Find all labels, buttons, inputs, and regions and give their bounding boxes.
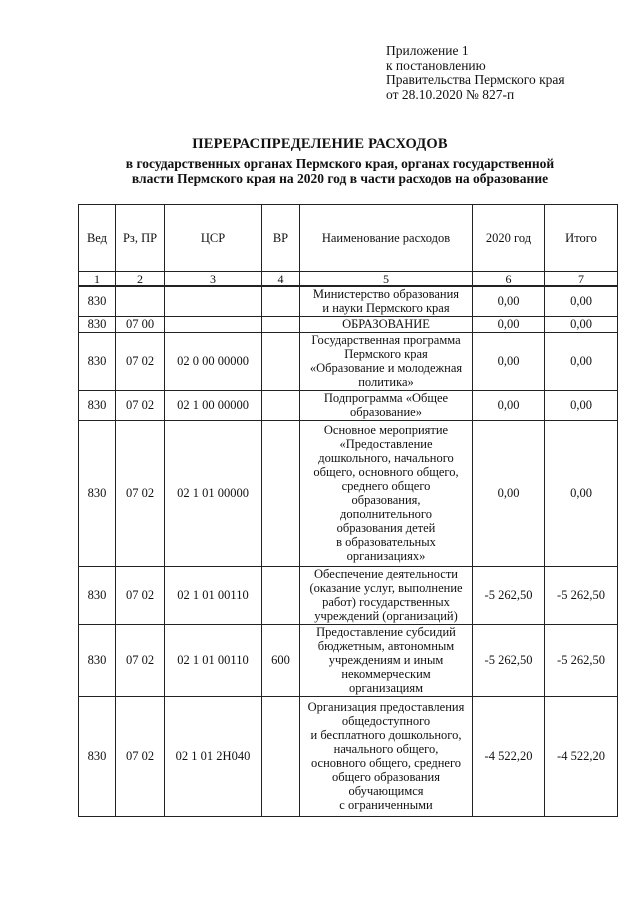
cell-total: 0,00 [545,316,618,332]
name-line: Государственная программа [311,333,461,347]
name-line: и науки Пермского края [322,301,450,316]
cell-name [300,332,473,390]
cell-csr: 02 1 01 2Н040 [165,696,262,816]
cell-2020: -4 522,20 [473,696,545,816]
name-line: «Образование и молодежная [309,361,463,375]
appendix-line-1: Приложение 1 [386,43,469,58]
cell-rzpr: 07 02 [116,420,165,566]
cell-2020: 0,00 [473,390,545,420]
header-2020: 2020 год [473,205,545,272]
cell-2020: 0,00 [473,286,545,316]
cell-ved: 830 [79,316,116,332]
table-body [79,286,618,816]
name-line: начального общего, [333,742,439,756]
header-csr: ЦСР [165,205,262,272]
name-line: образования, [351,493,421,507]
appendix-line-2: к постановлению [386,57,486,73]
name-line: общего образования [332,770,440,784]
column-number: 3 [165,272,262,287]
cell-rzpr: 07 02 [116,696,165,816]
cell-csr [165,286,262,316]
name-line: и бесплатного дошкольного, [310,728,462,742]
cell-ved: 830 [79,332,116,390]
header-ved: Вед [79,205,116,272]
cell-ved: 830 [79,390,116,420]
cell-ved: 830 [79,420,116,566]
cell-total: -5 262,50 [545,566,618,624]
cell-name [300,286,473,316]
cell-2020: 0,00 [473,332,545,390]
cell-vr [262,566,300,624]
header-vr: ВР [262,205,300,272]
name-line: (оказание услуг, выполнение [309,581,463,595]
cell-2020: -5 262,50 [473,566,545,624]
name-line: ОБРАЗОВАНИЕ [342,317,430,331]
name-line: «Предоставление [339,437,433,451]
cell-vr [262,390,300,420]
name-line: Основное мероприятие [323,423,449,437]
cell-rzpr: 07 02 [116,566,165,624]
cell-rzpr: 07 00 [116,316,165,332]
cell-vr [262,286,300,316]
cell-vr [262,696,300,816]
name-line: политика» [358,375,414,389]
cell-name [300,390,473,420]
subtitle-line-1: в государственных органах Пермского края, органах государственной [125,156,555,171]
table-row [79,286,618,316]
name-line: учреждений (организаций) [314,609,458,623]
cell-2020: 0,00 [473,420,545,566]
name-line: Пермского края [344,347,428,361]
cell-vr [262,332,300,390]
name-line: обучающимся [348,784,424,798]
name-line: Министерство образования [312,287,460,302]
cell-name [300,624,473,696]
cell-csr [165,316,262,332]
appendix-line-3: Правительства Пермского края [386,72,565,87]
cell-total: -4 522,20 [545,696,618,816]
table-row [79,332,618,390]
header-total: Итого [545,205,618,272]
cell-2020: -5 262,50 [473,624,545,696]
name-line: некоммерческим [341,667,431,681]
table-row [79,696,618,816]
cell-name [300,420,473,566]
subtitle-line-2: власти Пермского края на 2020 год в части расходов на образование [131,171,549,186]
name-line: общего, основного общего, [313,465,459,479]
column-number: 4 [262,272,300,287]
name-line: основного общего, среднего [310,756,462,770]
table-row [79,420,618,566]
cell-total: 0,00 [545,390,618,420]
appendix-block [386,44,565,102]
cell-csr: 02 1 00 00000 [165,390,262,420]
cell-name [300,316,473,332]
name-line: Подпрограмма «Общее [323,391,449,405]
table-row [79,624,618,696]
cell-total: 0,00 [545,332,618,390]
column-number: 6 [473,272,545,287]
cell-rzpr: 07 02 [116,332,165,390]
cell-ved: 830 [79,286,116,316]
name-line: дополнительного [340,507,432,521]
name-line: Обеспечение деятельности [313,567,458,581]
table-row [79,566,618,624]
cell-vr [262,420,300,566]
cell-csr: 02 1 01 00000 [165,420,262,566]
name-line: дошкольного, начального [318,451,454,465]
cell-vr [262,316,300,332]
name-line: в образовательных [336,535,436,549]
header-row [79,205,618,272]
name-line: работ) государственных [322,595,450,609]
header-name: Наименование расходов [300,205,473,272]
cell-csr: 02 0 00 00000 [165,332,262,390]
name-line: образования детей [336,521,436,535]
cell-name [300,696,473,816]
column-number: 2 [116,272,165,287]
column-number: 7 [545,272,618,287]
header-rzpr: Рз, ПР [116,205,165,272]
cell-name [300,566,473,624]
cell-csr: 02 1 01 00110 [165,566,262,624]
cell-total: -5 262,50 [545,624,618,696]
name-line: среднего общего [341,479,431,493]
name-line: Организация предоставления [307,700,465,714]
expense-table [78,204,618,817]
name-line: организациям [348,681,424,695]
cell-rzpr: 07 02 [116,390,165,420]
name-line: организациях» [346,549,426,563]
cell-ved: 830 [79,624,116,696]
column-number: 1 [79,272,116,287]
name-line: бюджетным, автономным [317,639,455,653]
name-line: образование» [350,405,422,419]
name-line: учреждениям и иным [328,653,444,667]
table-row [79,390,618,420]
name-line: с ограниченными [339,798,433,812]
column-number-row [79,272,618,287]
document-title: ПЕРЕРАСПРЕДЕЛЕНИЕ РАСХОДОВ [192,136,448,152]
cell-vr: 600 [262,624,300,696]
cell-ved: 830 [79,566,116,624]
table-row [79,316,618,332]
document-subtitle [60,156,620,186]
column-number: 5 [300,272,473,287]
cell-rzpr [116,286,165,316]
cell-2020: 0,00 [473,316,545,332]
cell-ved: 830 [79,696,116,816]
appendix-line-4: от 28.10.2020 № 827-п [386,86,515,102]
cell-total: 0,00 [545,286,618,316]
cell-rzpr: 07 02 [116,624,165,696]
cell-csr: 02 1 01 00110 [165,624,262,696]
cell-total: 0,00 [545,420,618,566]
name-line: общедоступного [341,714,431,728]
name-line: Предоставление субсидий [316,625,456,639]
